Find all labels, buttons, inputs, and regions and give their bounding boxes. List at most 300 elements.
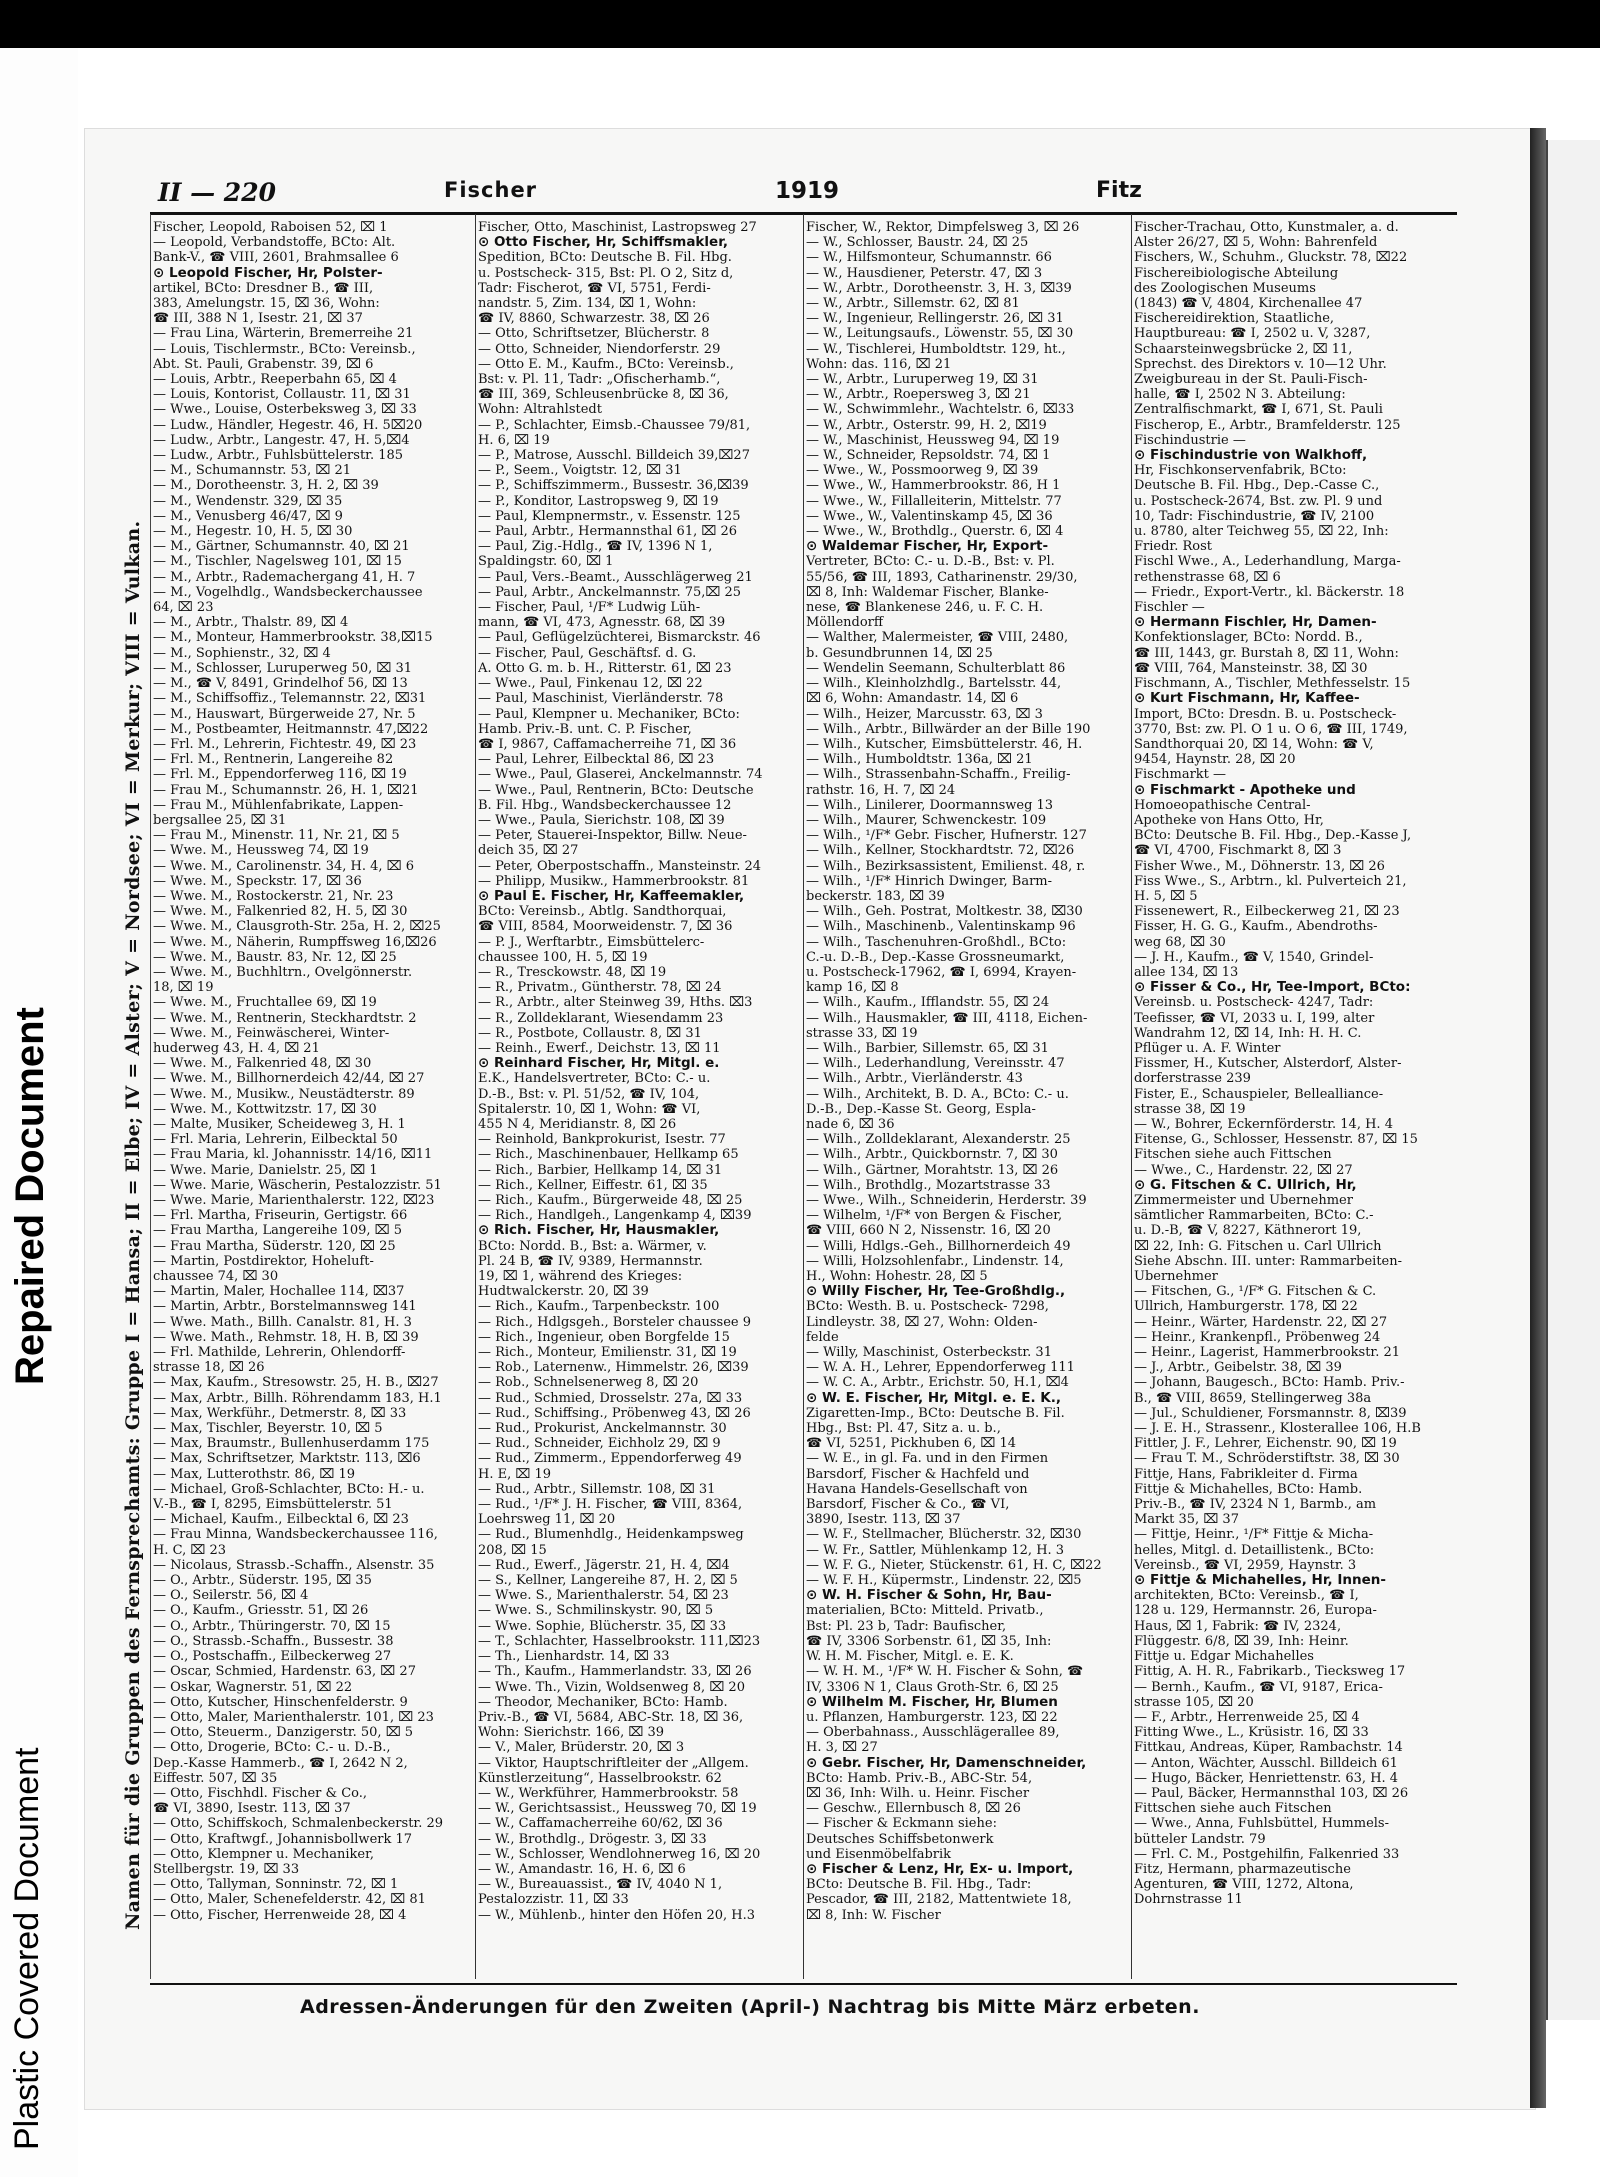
directory-entry: — W. E., in gl. Fa. und in den Firmen xyxy=(806,1451,1049,1467)
directory-entry: Zentralfischmarkt, ☎ I, 671, St. Pauli xyxy=(1134,402,1383,418)
directory-entry: Spaldingstr. 60, ⌧ 1 xyxy=(478,554,614,570)
directory-entry: huderweg 43, H. 4, ⌧ 21 xyxy=(153,1040,320,1056)
directory-entry: Deutsches Schiffsbetonwerk xyxy=(806,1831,994,1847)
directory-entry: — M., Postbeamter, Heitmannstr. 47,⌧22 xyxy=(153,721,429,737)
directory-entry: A. Otto G. m. b. H., Ritterstr. 61, ⌧ 23 xyxy=(478,660,732,676)
directory-entry: Homoeopathische Central- xyxy=(1134,797,1311,813)
column-divider xyxy=(475,214,476,1979)
directory-entry: — M., Hauswart, Bürgerweide 27, Nr. 5 xyxy=(153,706,416,722)
directory-entry: — Frau Minna, Wandsbeckerchaussee 116, xyxy=(153,1527,438,1543)
directory-entry: b. Gesundbrunnen 14, ⌧ 25 xyxy=(806,645,993,661)
directory-entry: Vereinsb. u. Postscheck- 4247, Tadr: xyxy=(1134,995,1374,1011)
directory-entry: Wohn: Sierichstr. 166, ⌧ 39 xyxy=(478,1725,665,1741)
directory-entry: Import, BCto: Dresdn. B. u. Postscheck- xyxy=(1134,706,1397,722)
directory-entry: ⊙ Hermann Fischler, Hr, Damen- xyxy=(1134,615,1377,631)
directory-entry: — W., Caffamacherreihe 60/62, ⌧ 36 xyxy=(478,1816,723,1832)
directory-entry: — Frl. M., Eppendorferweg 116, ⌧ 19 xyxy=(153,767,407,783)
directory-entry: strasse 105, ⌧ 20 xyxy=(1134,1694,1254,1710)
directory-entry: BCto: Deutsche B. Fil. Hbg., Dep.-Kasse J, xyxy=(1134,828,1412,844)
directory-entry: nade 6, ⌧ 36 xyxy=(806,1116,895,1132)
directory-entry: — P., Schlachter, Eimsb.-Chaussee 79/81, xyxy=(478,417,751,433)
directory-entry: D.-B., Bst: v. Pl. 51/52, ☎ IV, 104, xyxy=(478,1086,700,1102)
directory-entry: H. 6, ⌧ 19 xyxy=(478,432,550,448)
directory-entry: Fitting Wwe., L., Krüsistr. 16, ⌧ 33 xyxy=(1134,1725,1369,1741)
directory-entry: Fischl Wwe., A., Lederhandlung, Marga- xyxy=(1134,554,1401,570)
directory-entry: ⊙ W. H. Fischer & Sohn, Hr, Bau- xyxy=(806,1588,1052,1604)
directory-entry: — Wilh., Strassenbahn-Schaffn., Freilig- xyxy=(806,767,1071,783)
directory-entry: — Wilh., Kleinholzhdlg., Bartelsstr. 44, xyxy=(806,676,1062,692)
directory-entry: — W., Arbtr., Sillemstr. 62, ⌧ 81 xyxy=(806,296,1020,312)
directory-entry: — Martin, Arbtr., Borstelmannsweg 141 xyxy=(153,1299,417,1315)
directory-entry: ☎ VIII, 764, Mansteinstr. 38, ⌧ 30 xyxy=(1134,660,1368,676)
directory-entry: ☎ VIII, 8584, Moorweidenstr. 7, ⌧ 36 xyxy=(478,919,733,935)
directory-entry: — Wwe., Paul, Finkenau 12, ⌧ 22 xyxy=(478,676,703,692)
directory-entry: 10, Tadr: Fischindustrie, ☎ IV, 2100 xyxy=(1134,508,1375,524)
directory-entry: B. Fil. Hbg., Wandsbeckerchaussee 12 xyxy=(478,797,732,813)
directory-entry: — Paul, Zig.-Hdlg., ☎ IV, 1396 N 1, xyxy=(478,539,713,555)
directory-entry: — Wwe. Marie, Marienthalerstr. 122, ⌧23 xyxy=(153,1193,435,1208)
directory-entry: — R., Zolldeklarant, Wiesendamm 23 xyxy=(478,1010,724,1026)
directory-entry: Barsdorf, Fischer & Co., ☎ VI, xyxy=(806,1497,1010,1513)
directory-entry: 3890, Isestr. 113, ⌧ 37 xyxy=(806,1512,961,1528)
directory-entry: — Wilh., Arbtr., Quickbornstr. 7, ⌧ 30 xyxy=(806,1147,1058,1163)
directory-entry: Havana Handels-Gesellschaft von xyxy=(806,1481,1028,1497)
directory-entry: — Frl. C. M., Postgehilfin, Falkenried 33 xyxy=(1134,1846,1400,1862)
directory-entry: — M., Schiffsoffiz., Telemannstr. 22, ⌧31 xyxy=(153,691,427,707)
directory-entry: 128 u. 129, Hermannstr. 26, Europa- xyxy=(1134,1603,1377,1619)
directory-entry: Fischer, Otto, Maschinist, Lastropsweg 27 xyxy=(478,220,757,235)
directory-entry: — Fitschen, G., ¹/F* G. Fitschen & C. xyxy=(1134,1284,1377,1300)
directory-entry: — Paul, Maschinist, Vierländerstr. 78 xyxy=(478,691,724,707)
directory-entry: — W., Bohrer, Eckernförderstr. 14, H. 4 xyxy=(1134,1116,1393,1132)
directory-entry: — W., Leitungsaufs., Löwenstr. 55, ⌧ 30 xyxy=(806,326,1074,342)
directory-entry: Ullrich, Hamburgerstr. 178, ⌧ 22 xyxy=(1134,1299,1358,1315)
directory-entry: — P., Konditor, Lastropsweg 9, ⌧ 19 xyxy=(478,493,719,509)
directory-entry: BCto: Nordd. B., Bst: a. Wärmer, v. xyxy=(478,1238,707,1254)
directory-entry: — J., Arbtr., Geibelstr. 38, ⌧ 39 xyxy=(1134,1360,1342,1376)
directory-entry: — Wwe. M., Baustr. 83, Nr. 12, ⌧ 25 xyxy=(153,949,397,965)
directory-entry: — Wwe. M., Speckstr. 17, ⌧ 36 xyxy=(153,873,362,889)
header-first-name: Fischer xyxy=(444,178,538,202)
directory-entry: — M., Hegestr. 10, H. 5, ⌧ 30 xyxy=(153,524,353,540)
directory-entry: — Rud., Zimmerm., Eppendorferweg 49 xyxy=(478,1451,742,1467)
directory-column-2 xyxy=(478,220,800,1985)
directory-entry: — O., Arbtr., Süderstr. 195, ⌧ 35 xyxy=(153,1573,372,1589)
directory-entry: H. E, ⌧ 19 xyxy=(478,1466,552,1482)
directory-entry: — Philipp, Musikw., Hammerbrookstr. 81 xyxy=(478,873,750,889)
directory-entry: 383, Amelungstr. 15, ⌧ 36, Wohn: xyxy=(153,296,380,312)
directory-entry: deich 35, ⌧ 27 xyxy=(478,843,579,859)
directory-entry: — Wwe., Wilh., Schneiderin, Herderstr. 39 xyxy=(806,1193,1087,1208)
directory-entry: 3770, Bst: zw. Pl. O 1 u. O 6, ☎ III, 1749, xyxy=(1134,721,1408,737)
directory-entry: Fischerop, E., Arbtr., Bramfelderstr. 125 xyxy=(1134,417,1401,433)
directory-entry: W. H. M. Fischer, Mitgl. e. E. K. xyxy=(806,1649,1014,1665)
directory-entry: — Wwe. M., Carolinenstr. 34, H. 4, ⌧ 6 xyxy=(153,858,415,874)
directory-entry: V.-B., ☎ I, 8295, Eimsbüttelerstr. 51 xyxy=(153,1497,393,1513)
directory-entry: Deutsche B. Fil. Hbg., Dep.-Casse C., xyxy=(1134,478,1380,494)
directory-entry: Fischler — xyxy=(1134,600,1205,616)
directory-entry: Fischindustrie — xyxy=(1134,432,1246,448)
directory-entry: dorferstrasse 239 xyxy=(1134,1071,1251,1087)
directory-entry: 19, ⌧ 1, während des Krieges: xyxy=(478,1269,683,1285)
directory-entry: — W., Tischlerei, Humboldtstr. 129, ht., xyxy=(806,341,1066,357)
directory-entry: u. Pflanzen, Hamburgerstr. 123, ⌧ 22 xyxy=(806,1709,1058,1725)
directory-entry: — V., Maler, Brüderstr. 20, ⌧ 3 xyxy=(478,1740,685,1756)
directory-entry: u. D.-B, ☎ V, 8227, Käthnerort 19, xyxy=(1134,1223,1362,1239)
directory-entry: — Max, Schriftsetzer, Marktstr. 113, ⌧6 xyxy=(153,1451,421,1467)
directory-entry: Hbg., Bst: Pl. 47, Sitz a. u. b., xyxy=(806,1421,1001,1437)
directory-entry: — Wwe., W., Hammerbrookstr. 86, H 1 xyxy=(806,478,1061,494)
directory-column-3 xyxy=(806,220,1128,1985)
directory-entry: — Wwe., Louise, Osterbeksweg 3, ⌧ 33 xyxy=(153,402,417,418)
directory-entry: Fittschen siehe auch Fitschen xyxy=(1134,1801,1332,1817)
directory-entry: — Willy, Maschinist, Osterbeckstr. 31 xyxy=(806,1345,1052,1361)
directory-entry: — Paul, Klempner u. Mechaniker, BCto: xyxy=(478,706,740,722)
directory-entry: — O., Strassb.-Schaffn., Bussestr. 38 xyxy=(153,1633,394,1649)
directory-entry: — J. E. H., Strassenr., Klosterallee 106, H.B xyxy=(1134,1421,1421,1437)
directory-entry: — Friedr., Export-Vertr., kl. Bäckerstr. 18 xyxy=(1134,584,1405,600)
directory-entry: Hudtwalckerstr. 20, ⌧ 39 xyxy=(478,1284,649,1300)
directory-entry: — Wilh., Kellner, Stockhardtstr. 72, ⌧26 xyxy=(806,843,1075,859)
directory-entry: — W., Hilfsmonteur, Schumannstr. 66 xyxy=(806,250,1052,266)
directory-entry: — Paul, Klempnermstr., v. Essenstr. 125 xyxy=(478,508,741,524)
directory-entry: — W., Schneider, Repsoldstr. 74, ⌧ 1 xyxy=(806,448,1051,464)
directory-entry: — J. H., Kaufm., ☎ V, 1540, Grindel- xyxy=(1134,949,1374,965)
directory-entry: H. C, ⌧ 23 xyxy=(153,1542,227,1558)
directory-entry: ⊙ Waldemar Fischer, Hr, Export- xyxy=(806,539,1049,555)
directory-entry: strasse 33, ⌧ 19 xyxy=(806,1025,918,1041)
directory-entry: Abt. St. Pauli, Grabenstr. 39, ⌧ 6 xyxy=(153,356,374,372)
directory-entry: — Wilh., Gärtner, Morahtstr. 13, ⌧ 26 xyxy=(806,1162,1059,1178)
directory-entry: — Wwe. M., Näherin, Rumpffsweg 16,⌧26 xyxy=(153,934,437,950)
directory-entry: — W., Gerichtsassist., Heussweg 70, ⌧ 19 xyxy=(478,1801,757,1817)
directory-entry: — Paul, Geflügelzüchterei, Bismarckstr. 46 xyxy=(478,630,761,646)
directory-entry: — Johann, Baugesch., BCto: Hamb. Priv.- xyxy=(1134,1375,1405,1391)
directory-entry: u. 8780, alter Teichweg 55, ⌧ 22, Inh: xyxy=(1134,524,1389,540)
footer-notice: Adressen-Änderungen für den Zweiten (April-) Nachtrag bis Mitte März erbeten. xyxy=(300,1996,1200,2018)
directory-entry: Priv.-B., ☎ IV, 2324 N 1, Barmb., am xyxy=(1134,1497,1377,1513)
directory-entry: — Wwe. M., Musikw., Neustädterstr. 89 xyxy=(153,1086,415,1102)
directory-entry: Zigaretten-Imp., BCto: Deutsche B. Fil. xyxy=(806,1405,1065,1421)
directory-entry: sämtlicher Rammarbeiten, BCto: C.- xyxy=(1134,1208,1374,1224)
directory-entry: — Wilh., Bezirksassistent, Emilienst. 48, r. xyxy=(806,858,1086,874)
header-last-name: Fitz xyxy=(1096,178,1142,203)
directory-entry: — M., Monteur, Hammerbrookstr. 38,⌧15 xyxy=(153,630,433,646)
column-divider xyxy=(803,214,804,1979)
directory-entry: — Paul, Arbtr., Hermannsthal 61, ⌧ 26 xyxy=(478,524,738,540)
directory-entry: Fischereibiologische Abteilung xyxy=(1134,265,1339,281)
directory-entry: — Rich., Kaufm., Bürgerweide 48, ⌧ 25 xyxy=(478,1193,743,1208)
directory-entry: — Michael, Groß-Schlachter, BCto: H.- u. xyxy=(153,1481,425,1497)
directory-entry: — Martin, Postdirektor, Hoheluft- xyxy=(153,1253,374,1269)
directory-entry: Friedr. Rost xyxy=(1134,539,1212,555)
directory-entry: ☎ III, 369, Schleusenbrücke 8, ⌧ 36, xyxy=(478,387,729,403)
directory-entry: Fittje, Hans, Fabrikleiter d. Firma xyxy=(1134,1466,1358,1482)
directory-entry: — Wilh., Taschenuhren-Großhdl., BCto: xyxy=(806,934,1067,950)
directory-entry: — Wilh., Linilerer, Doormannsweg 13 xyxy=(806,797,1054,813)
directory-entry: — W., Arbtr., Luruperweg 19, ⌧ 31 xyxy=(806,372,1039,388)
directory-entry: Tadr: Fischerot, ☎ VI, 5751, Ferdi- xyxy=(478,280,711,296)
directory-entry: — Louis, Tischlermstr., BCto: Vereinsb., xyxy=(153,341,416,357)
directory-entry: — R., Postbote, Collaustr. 8, ⌧ 31 xyxy=(478,1025,702,1041)
directory-entry: — Wilh., Geh. Postrat, Moltkestr. 38, ⌧30 xyxy=(806,904,1083,920)
directory-entry: — Paul, Lehrer, Eilbecktal 86, ⌧ 23 xyxy=(478,752,715,768)
directory-entry: — Theodor, Mechaniker, BCto: Hamb. xyxy=(478,1694,728,1710)
directory-entry: — Wwe. M., Falkenried 82, H. 5, ⌧ 30 xyxy=(153,904,408,920)
directory-entry: — R., Arbtr., alter Steinweg 39, Hths. ⌧3 xyxy=(478,995,753,1011)
directory-entry: Übernehmer xyxy=(1134,1269,1218,1285)
directory-entry: ⊙ G. Fitschen & C. Ullrich, Hr, xyxy=(1134,1177,1357,1193)
directory-entry: — Max, Braumstr., Bullenhuserdamm 175 xyxy=(153,1436,430,1452)
directory-entry: — Wilh., Kaufm., Ifflandstr. 55, ⌧ 24 xyxy=(806,995,1050,1011)
directory-entry: ⊙ Leopold Fischer, Hr, Polster- xyxy=(153,265,383,281)
directory-entry: — W., Arbtr., Osterstr. 99, H. 2, ⌧19 xyxy=(806,417,1047,433)
directory-entry: BCto: Vereinsb., Abtlg. Sandthorquai, xyxy=(478,904,727,920)
directory-entry: beckerstr. 183, ⌧ 39 xyxy=(806,888,945,904)
directory-entry: ⊙ Willy Fischer, Hr, Tee-Großhdlg., xyxy=(806,1284,1066,1300)
directory-entry: — Otto, Kraftwgf., Johannisbollwerk 17 xyxy=(153,1831,413,1847)
directory-entry: Fissenewert, R., Eilbeckerweg 21, ⌧ 23 xyxy=(1134,904,1400,920)
directory-entry: ⌧ 22, Inh: G. Fitschen u. Carl Ullrich xyxy=(1134,1238,1382,1254)
directory-entry: rathstr. 16, H. 7, ⌧ 24 xyxy=(806,782,956,798)
directory-entry: — Oscar, Schmied, Hardenstr. 63, ⌧ 27 xyxy=(153,1664,416,1680)
directory-entry: ⌧ 36, Inh: Wilh. u. Heinr. Fischer xyxy=(806,1785,1030,1801)
directory-entry: — Otto, Tallyman, Sonninstr. 72, ⌧ 1 xyxy=(153,1877,399,1893)
page-number: II — 220 xyxy=(158,178,276,207)
directory-entry: — Wilh., Arbtr., Billwärder an der Bille 190 xyxy=(806,721,1091,737)
directory-entry: ⌧ 8, Inh: W. Fischer xyxy=(806,1907,941,1923)
next-page-edge xyxy=(1546,140,1600,2020)
directory-entry: — M., Schlosser, Luruperweg 50, ⌧ 31 xyxy=(153,660,413,676)
directory-entry: — Wwe. S., Marienthalerstr. 54, ⌧ 23 xyxy=(478,1588,729,1604)
directory-entry: ⊙ Fischindustrie von Walkhoff, xyxy=(1134,448,1368,464)
directory-entry: artikel, BCto: Dresdner B., ☎ III, xyxy=(153,280,374,296)
directory-entry: Eiffestr. 507, ⌧ 35 xyxy=(153,1770,278,1786)
directory-entry: ⊙ Fischer & Lenz, Hr, Ex- u. Import, xyxy=(806,1861,1074,1877)
directory-entry: — Rich., Kellner, Eiffestr. 61, ⌧ 35 xyxy=(478,1177,708,1193)
directory-entry: — Otto, Klempner u. Mechaniker, xyxy=(153,1846,375,1862)
directory-entry: felde xyxy=(806,1329,839,1345)
directory-entry: Bst: Pl. 23 b, Tadr: Baufischer, xyxy=(806,1618,1007,1634)
directory-entry: — Max, Kaufm., Stresowstr. 25, H. B., ⌧27 xyxy=(153,1375,439,1391)
directory-entry: Markt 35, ⌧ 37 xyxy=(1134,1512,1239,1528)
directory-entry: des Zoologischen Museums xyxy=(1134,280,1316,296)
directory-entry: ⊙ Fischmarkt - Apotheke und xyxy=(1134,782,1356,798)
directory-entry: — W., Arbtr., Dorotheenstr. 3, H. 3, ⌧39 xyxy=(806,280,1072,296)
directory-entry: — Th., Lienhardstr. 14, ⌧ 33 xyxy=(478,1649,670,1665)
directory-entry: — Max, Tischler, Beyerstr. 10, ⌧ 5 xyxy=(153,1421,383,1437)
directory-entry: und Eisenmöbelfabrik xyxy=(806,1846,952,1862)
directory-entry: ⊙ Wilhelm M. Fischer, Hr, Blumen xyxy=(806,1694,1058,1710)
directory-entry: 64, ⌧ 23 xyxy=(153,600,214,616)
directory-entry: — Wilh., Maschinenb., Valentinskamp 96 xyxy=(806,919,1076,935)
directory-entry: — O., Seilerstr. 56, ⌧ 4 xyxy=(153,1588,309,1604)
directory-entry: — Wwe. Math., Rehmstr. 18, H. B, ⌧ 39 xyxy=(153,1329,419,1345)
directory-entry: — P., Matrose, Ausschl. Billdeich 39,⌧27 xyxy=(478,448,750,464)
directory-entry: D.-B., Dep.-Kasse St. Georg, Espla- xyxy=(806,1101,1036,1117)
telephone-groups-legend: Namen für die Gruppen des Fernsprechamts: Gruppe I = Hansa; II = Elbe; IV = Alster; V = Nordsee; VI = Merkur; VIII = Vulkan. xyxy=(122,520,144,1930)
directory-entry: — Wilh., Maurer, Schwenckestr. 109 xyxy=(806,812,1047,828)
directory-entry: — Wilh., Architekt, B. D. A., BCto: C.- u. xyxy=(806,1086,1069,1102)
directory-entry: — Oberbahnass., Ausschlägerallee 89, xyxy=(806,1725,1060,1741)
directory-entry: — Reinhold, Bankprokurist, Isestr. 77 xyxy=(478,1132,726,1148)
directory-entry: — Wwe., Paula, Sierichstr. 108, ⌧ 39 xyxy=(478,812,725,828)
directory-entry: — Wwe., Anna, Fuhlsbüttel, Hummels- xyxy=(1134,1816,1389,1832)
directory-entry: — Otto, Schriftsetzer, Blücherstr. 8 xyxy=(478,326,710,342)
directory-entry: ☎ VI, 3890, Isestr. 113, ⌧ 37 xyxy=(153,1801,351,1817)
directory-entry: — Wwe. M., Feinwäscherei, Winter- xyxy=(153,1025,390,1041)
directory-entry: Fisher Wwe., M., Döhnerstr. 13, ⌧ 26 xyxy=(1134,858,1385,874)
directory-entry: Fissmer, H., Kutscher, Alsterdorf, Alster- xyxy=(1134,1056,1402,1072)
directory-entry: — Frau Lina, Wärterin, Bremerreihe 21 xyxy=(153,326,414,342)
directory-entry: Alster 26/27, ⌧ 5, Wohn: Bahrenfeld xyxy=(1134,235,1378,251)
directory-entry: — Frl. Maria, Lehrerin, Eilbecktal 50 xyxy=(153,1132,398,1148)
directory-entry: Priv.-B., ☎ VI, 5684, ABC-Str. 18, ⌧ 36, xyxy=(478,1709,744,1725)
directory-entry: Loehrsweg 11, ⌧ 20 xyxy=(478,1512,616,1528)
directory-entry: — Wilh., Arbtr., Vierländerstr. 43 xyxy=(806,1071,1023,1087)
directory-entry: — Ludw., Arbtr., Fuhlsbüttelerstr. 185 xyxy=(153,448,404,464)
directory-entry: — Ludw., Arbtr., Langestr. 47, H. 5,⌧4 xyxy=(153,432,410,448)
directory-entry: — Frau T. M., Schröderstiftstr. 38, ⌧ 30 xyxy=(1134,1451,1400,1467)
directory-entry: — Hugo, Bäcker, Henriettenstr. 63, H. 4 xyxy=(1134,1770,1399,1786)
directory-entry: — P., Seem., Voigtstr. 12, ⌧ 31 xyxy=(478,463,682,479)
directory-entry: — Frau Maria, kl. Johannisstr. 14/16, ⌧11 xyxy=(153,1147,433,1163)
directory-entry: — Wilhelm, ¹/F* von Bergen & Fischer, xyxy=(806,1208,1063,1224)
directory-entry: Apotheke von Hans Otto, Hr, xyxy=(1134,812,1324,828)
directory-entry: — Wilh., Zolldeklarant, Alexanderstr. 25 xyxy=(806,1132,1071,1148)
directory-entry: — W., Werkführer, Hammerbrookstr. 58 xyxy=(478,1785,739,1801)
directory-entry: — Rich., Handlgeh., Langenkamp 4, ⌧39 xyxy=(478,1208,752,1224)
directory-entry: ⊙ W. E. Fischer, Hr, Mitgl. e. E. K., xyxy=(806,1390,1062,1406)
directory-entry: — Frau M., Schumannstr. 26, H. 1, ⌧21 xyxy=(153,782,419,798)
directory-entry: Fisser, H. G. G., Kaufm., Abendroths- xyxy=(1134,919,1378,935)
directory-entry: Pflüger u. A. F. Winter xyxy=(1134,1040,1281,1056)
directory-entry: Fischer, Leopold, Raboisen 52, ⌧ 1 xyxy=(153,220,388,235)
directory-entry: Fitz, Hermann, pharmazeutische xyxy=(1134,1861,1351,1877)
directory-entry: — Wilh., Humboldtstr. 136a, ⌧ 21 xyxy=(806,752,1033,768)
directory-entry: — Max, Werkführ., Detmerstr. 8, ⌧ 33 xyxy=(153,1405,407,1421)
directory-entry: — Wwe. M., Falkenried 48, ⌧ 30 xyxy=(153,1056,372,1072)
directory-entry: Schaarsteinwegsbrücke 2, ⌧ 11, xyxy=(1134,341,1353,357)
directory-entry: — Wwe. Marie, Danielstr. 25, ⌧ 1 xyxy=(153,1162,378,1178)
directory-entry: — Rud., Arbtr., Sillemstr. 108, ⌧ 31 xyxy=(478,1481,716,1497)
directory-entry: nandstr. 5, Zim. 134, ⌧ 1, Wohn: xyxy=(478,296,697,312)
directory-column-1 xyxy=(153,220,473,1985)
directory-entry: Wohn: das. 116, ⌧ 21 xyxy=(806,356,952,372)
directory-entry: — Walther, Malermeister, ☎ VIII, 2480, xyxy=(806,630,1069,646)
directory-entry: Haus, ⌧ 1, Fabrik: ☎ IV, 2324, xyxy=(1134,1618,1342,1634)
directory-entry: — Wwe. Th., Vizin, Woldsenweg 8, ⌧ 20 xyxy=(478,1679,745,1695)
directory-entry: H. 5, ⌧ 5 xyxy=(1134,888,1198,904)
directory-entry: — M., Arbtr., Rademachergang 41, H. 7 xyxy=(153,569,416,585)
directory-entry: chaussee 74, ⌧ 30 xyxy=(153,1269,279,1285)
directory-entry: strasse 18, ⌧ 26 xyxy=(153,1360,265,1376)
directory-entry: Fischers, W., Schuhm., Gluckstr. 78, ⌧22 xyxy=(1134,250,1408,266)
directory-entry: Pestalozzistr. 11, ⌧ 33 xyxy=(478,1892,629,1908)
directory-entry: — Otto, Schiffskoch, Schmalenbeckerstr. 29 xyxy=(153,1816,444,1832)
directory-entry: — M., Schumannstr. 53, ⌧ 21 xyxy=(153,463,352,479)
directory-entry: Fiss Wwe., S., Arbtrn., kl. Pulverteich 21, xyxy=(1134,873,1407,889)
directory-entry: — Rich., Hdlgsgeh., Borsteler chaussee 9 xyxy=(478,1314,752,1330)
directory-entry: B., ☎ VIII, 8659, Stellingerweg 38a xyxy=(1134,1390,1372,1406)
directory-entry: — Heinr., Lagerist, Hammerbrookstr. 21 xyxy=(1134,1345,1401,1361)
directory-entry: Bank-V., ☎ VIII, 2601, Brahmsallee 6 xyxy=(153,250,399,266)
legend-rule xyxy=(150,214,151,1979)
directory-entry: ⊙ Fittje & Michahelles, Hr, Innen- xyxy=(1134,1573,1386,1589)
directory-entry: — Rob., Laternenw., Himmelstr. 26, ⌧39 xyxy=(478,1360,749,1376)
directory-entry: — Frl. M., Rentnerin, Langereihe 82 xyxy=(153,752,394,768)
directory-entry: — W. H. M., ¹/F* W. H. Fischer & Sohn, ☎ xyxy=(806,1664,1084,1680)
directory-entry: — W., Bureauassist., ☎ IV, 4040 N 1, xyxy=(478,1877,723,1893)
directory-entry: — Frau Martha, Süderstr. 120, ⌧ 25 xyxy=(153,1238,396,1254)
directory-entry: — Rud., Schneider, Eichholz 29, ⌧ 9 xyxy=(478,1436,721,1452)
directory-entry: — S., Kellner, Langereihe 87, H. 2, ⌧ 5 xyxy=(478,1573,738,1589)
directory-entry: — Frau M., Mühlenfabrikate, Lappen- xyxy=(153,797,404,813)
directory-entry: — Rud., Schiffsing., Pröbenweg 43, ⌧ 26 xyxy=(478,1405,751,1421)
directory-entry: — Frl. Martha, Friseurin, Gertigstr. 66 xyxy=(153,1208,408,1224)
directory-entry: — M., ☎ V, 8491, Grindelhof 56, ⌧ 13 xyxy=(153,676,408,692)
directory-entry: — W. F. H., Küpermstr., Lindenstr. 22, ⌧5 xyxy=(806,1573,1082,1589)
directory-entry: — Rud., Blumenhdlg., Heidenkampsweg xyxy=(478,1527,744,1543)
directory-entry: H. 3, ⌧ 27 xyxy=(806,1740,878,1756)
directory-entry: Zweigbureau in der St. Pauli-Fisch- xyxy=(1134,372,1368,388)
directory-entry: — Rich., Kaufm., Tarpenbeckstr. 100 xyxy=(478,1299,720,1315)
header-year: 1919 xyxy=(775,178,840,204)
directory-entry: ⊙ Otto Fischer, Hr, Schiffsmakler, xyxy=(478,235,729,251)
directory-entry: — F., Arbtr., Herrenweide 25, ⌧ 4 xyxy=(1134,1709,1360,1725)
directory-entry: mann, ☎ VI, 473, Agnesstr. 68, ⌧ 39 xyxy=(478,615,726,631)
directory-entry: 55/56, ☎ III, 1893, Catharinenstr. 29/30, xyxy=(806,569,1078,585)
directory-entry: Fittje u. Edgar Michahelles xyxy=(1134,1649,1314,1665)
directory-entry: — Wilh., Lederhandlung, Vereinsstr. 47 xyxy=(806,1056,1065,1072)
directory-entry: — Rich., Barbier, Hellkamp 14, ⌧ 31 xyxy=(478,1162,723,1178)
directory-entry: ☎ I, 9867, Caffamacherreihe 71, ⌧ 36 xyxy=(478,736,737,752)
directory-entry: C.-u. D.-B., Dep.-Kasse Grossneumarkt, xyxy=(806,949,1065,965)
directory-entry: — Heinr., Wärter, Hardenstr. 22, ⌧ 27 xyxy=(1134,1314,1388,1330)
directory-entry: Hauptbureau: ☎ I, 2502 u. V, 3287, xyxy=(1134,326,1371,342)
directory-entry: — Fischer, Paul, ¹/F* Ludwig Lüh- xyxy=(478,600,701,616)
directory-entry: ⊙ Paul E. Fischer, Hr, Kaffeemakler, xyxy=(478,888,745,904)
directory-entry: ⌧ 8, Inh: Waldemar Fischer, Blanke- xyxy=(806,584,1049,600)
directory-entry: — M., Venusberg 46/47, ⌧ 9 xyxy=(153,508,343,524)
directory-entry: — O., Kaufm., Griesstr. 51, ⌧ 26 xyxy=(153,1603,369,1619)
directory-entry: — Wwe. M., Rentnerin, Steckhardtstr. 2 xyxy=(153,1010,417,1026)
directory-entry: u. Postscheck-17962, ☎ I, 6994, Krayen- xyxy=(806,964,1077,980)
directory-entry: Agenturen, ☎ VIII, 1272, Altona, xyxy=(1134,1877,1354,1893)
directory-entry: — Fittje, Heinr., ¹/F* Fittje & Micha- xyxy=(1134,1527,1374,1543)
directory-entry: BCto: Westh. B. u. Postscheck- 7298, xyxy=(806,1299,1049,1315)
directory-entry: — Max, Lutterothstr. 86, ⌧ 19 xyxy=(153,1466,355,1482)
directory-entry: — Bernh., Kaufm., ☎ VI, 9187, Erica- xyxy=(1134,1679,1383,1695)
directory-entry: helles, Mitgl. d. Detaillistenk., BCto: xyxy=(1134,1542,1375,1558)
directory-entry: — Viktor, Hauptschriftleiter der „Allgem. xyxy=(478,1755,749,1771)
directory-entry: — Wwe. Math., Billh. Canalstr. 81, H. 3 xyxy=(153,1314,412,1330)
directory-entry: — Rud., Ewerf., Jägerstr. 21, H. 4, ⌧4 xyxy=(478,1557,730,1573)
directory-entry: Barsdorf, Fischer & Hachfeld und xyxy=(806,1466,1030,1482)
directory-entry: Teefisser, ☎ VI, 2033 u. I, 199, alter xyxy=(1134,1010,1375,1026)
directory-entry: H., Wohn: Hohestr. 28, ⌧ 5 xyxy=(806,1269,988,1285)
directory-entry: Dep.-Kasse Hammerb., ☎ I, 2642 N 2, xyxy=(153,1755,408,1771)
directory-entry: — Martin, Maler, Hochallee 114, ⌧37 xyxy=(153,1284,405,1300)
directory-entry: Spedition, BCto: Deutsche B. Fil. Hbg. xyxy=(478,250,732,266)
directory-entry: — Paul, Vers.-Beamt., Ausschlägerweg 21 xyxy=(478,569,753,585)
directory-entry: ⊙ Rich. Fischer, Hr, Hausmakler, xyxy=(478,1223,720,1239)
directory-entry: — Otto, Drogerie, BCto: C.- u. D.-B., xyxy=(153,1740,391,1756)
directory-entry: Fittig, A. H. R., Fabrikarb., Tiecksweg 17 xyxy=(1134,1664,1406,1680)
directory-entry: — Wilh., Barbier, Sillemstr. 65, ⌧ 31 xyxy=(806,1040,1049,1056)
directory-entry: — Jul., Schuldiener, Forsmannstr. 8, ⌧39 xyxy=(1134,1405,1407,1421)
footer-rule xyxy=(150,1983,1457,1985)
